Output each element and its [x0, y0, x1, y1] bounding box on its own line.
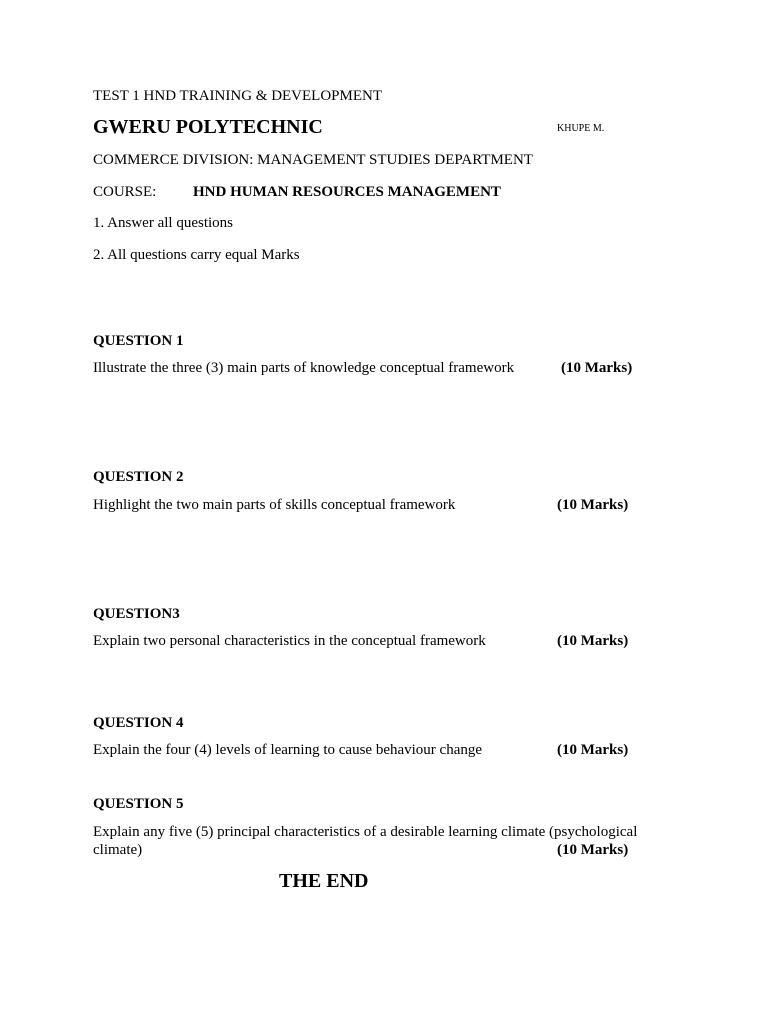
- question-5-text-line1: Explain any five (5) principal characteristics of a desirable learning climate (psychological: [93, 824, 638, 840]
- question-2-marks: (10 Marks): [557, 497, 629, 513]
- course-value: HND HUMAN RESOURCES MANAGEMENT: [193, 184, 501, 200]
- question-5-text-line2: climate): [93, 842, 143, 858]
- institution-name: GWERU POLYTECHNIC: [93, 116, 323, 138]
- question-1-text: Illustrate the three (3) main parts of knowledge conceptual framework: [93, 360, 515, 376]
- question-1-marks: (10 Marks): [561, 360, 633, 376]
- question-3-text: Explain two personal characteristics in the conceptual framework: [93, 633, 486, 649]
- question-1-title: QUESTION 1: [93, 333, 184, 349]
- question-5-title: QUESTION 5: [93, 796, 184, 812]
- author-name: KHUPE M.: [557, 123, 605, 134]
- question-3-marks: (10 Marks): [557, 633, 629, 649]
- division-line: COMMERCE DIVISION: MANAGEMENT STUDIES DEPARTMENT: [93, 152, 533, 168]
- question-4-title: QUESTION 4: [93, 715, 184, 731]
- question-2-text: Highlight the two main parts of skills conceptual framework: [93, 497, 456, 513]
- question-5-marks: (10 Marks): [557, 842, 629, 858]
- question-4-marks: (10 Marks): [557, 742, 629, 758]
- test-title: TEST 1 HND TRAINING & DEVELOPMENT: [93, 88, 383, 104]
- end-heading: THE END: [279, 870, 369, 892]
- question-4-text: Explain the four (4) levels of learning to cause behaviour change: [93, 742, 483, 758]
- course-label: COURSE:: [93, 184, 157, 200]
- question-3-title: QUESTION3: [93, 606, 180, 622]
- instruction-item: 1. Answer all questions: [93, 215, 233, 231]
- instruction-item: 2. All questions carry equal Marks: [93, 247, 300, 263]
- question-2-title: QUESTION 2: [93, 469, 184, 485]
